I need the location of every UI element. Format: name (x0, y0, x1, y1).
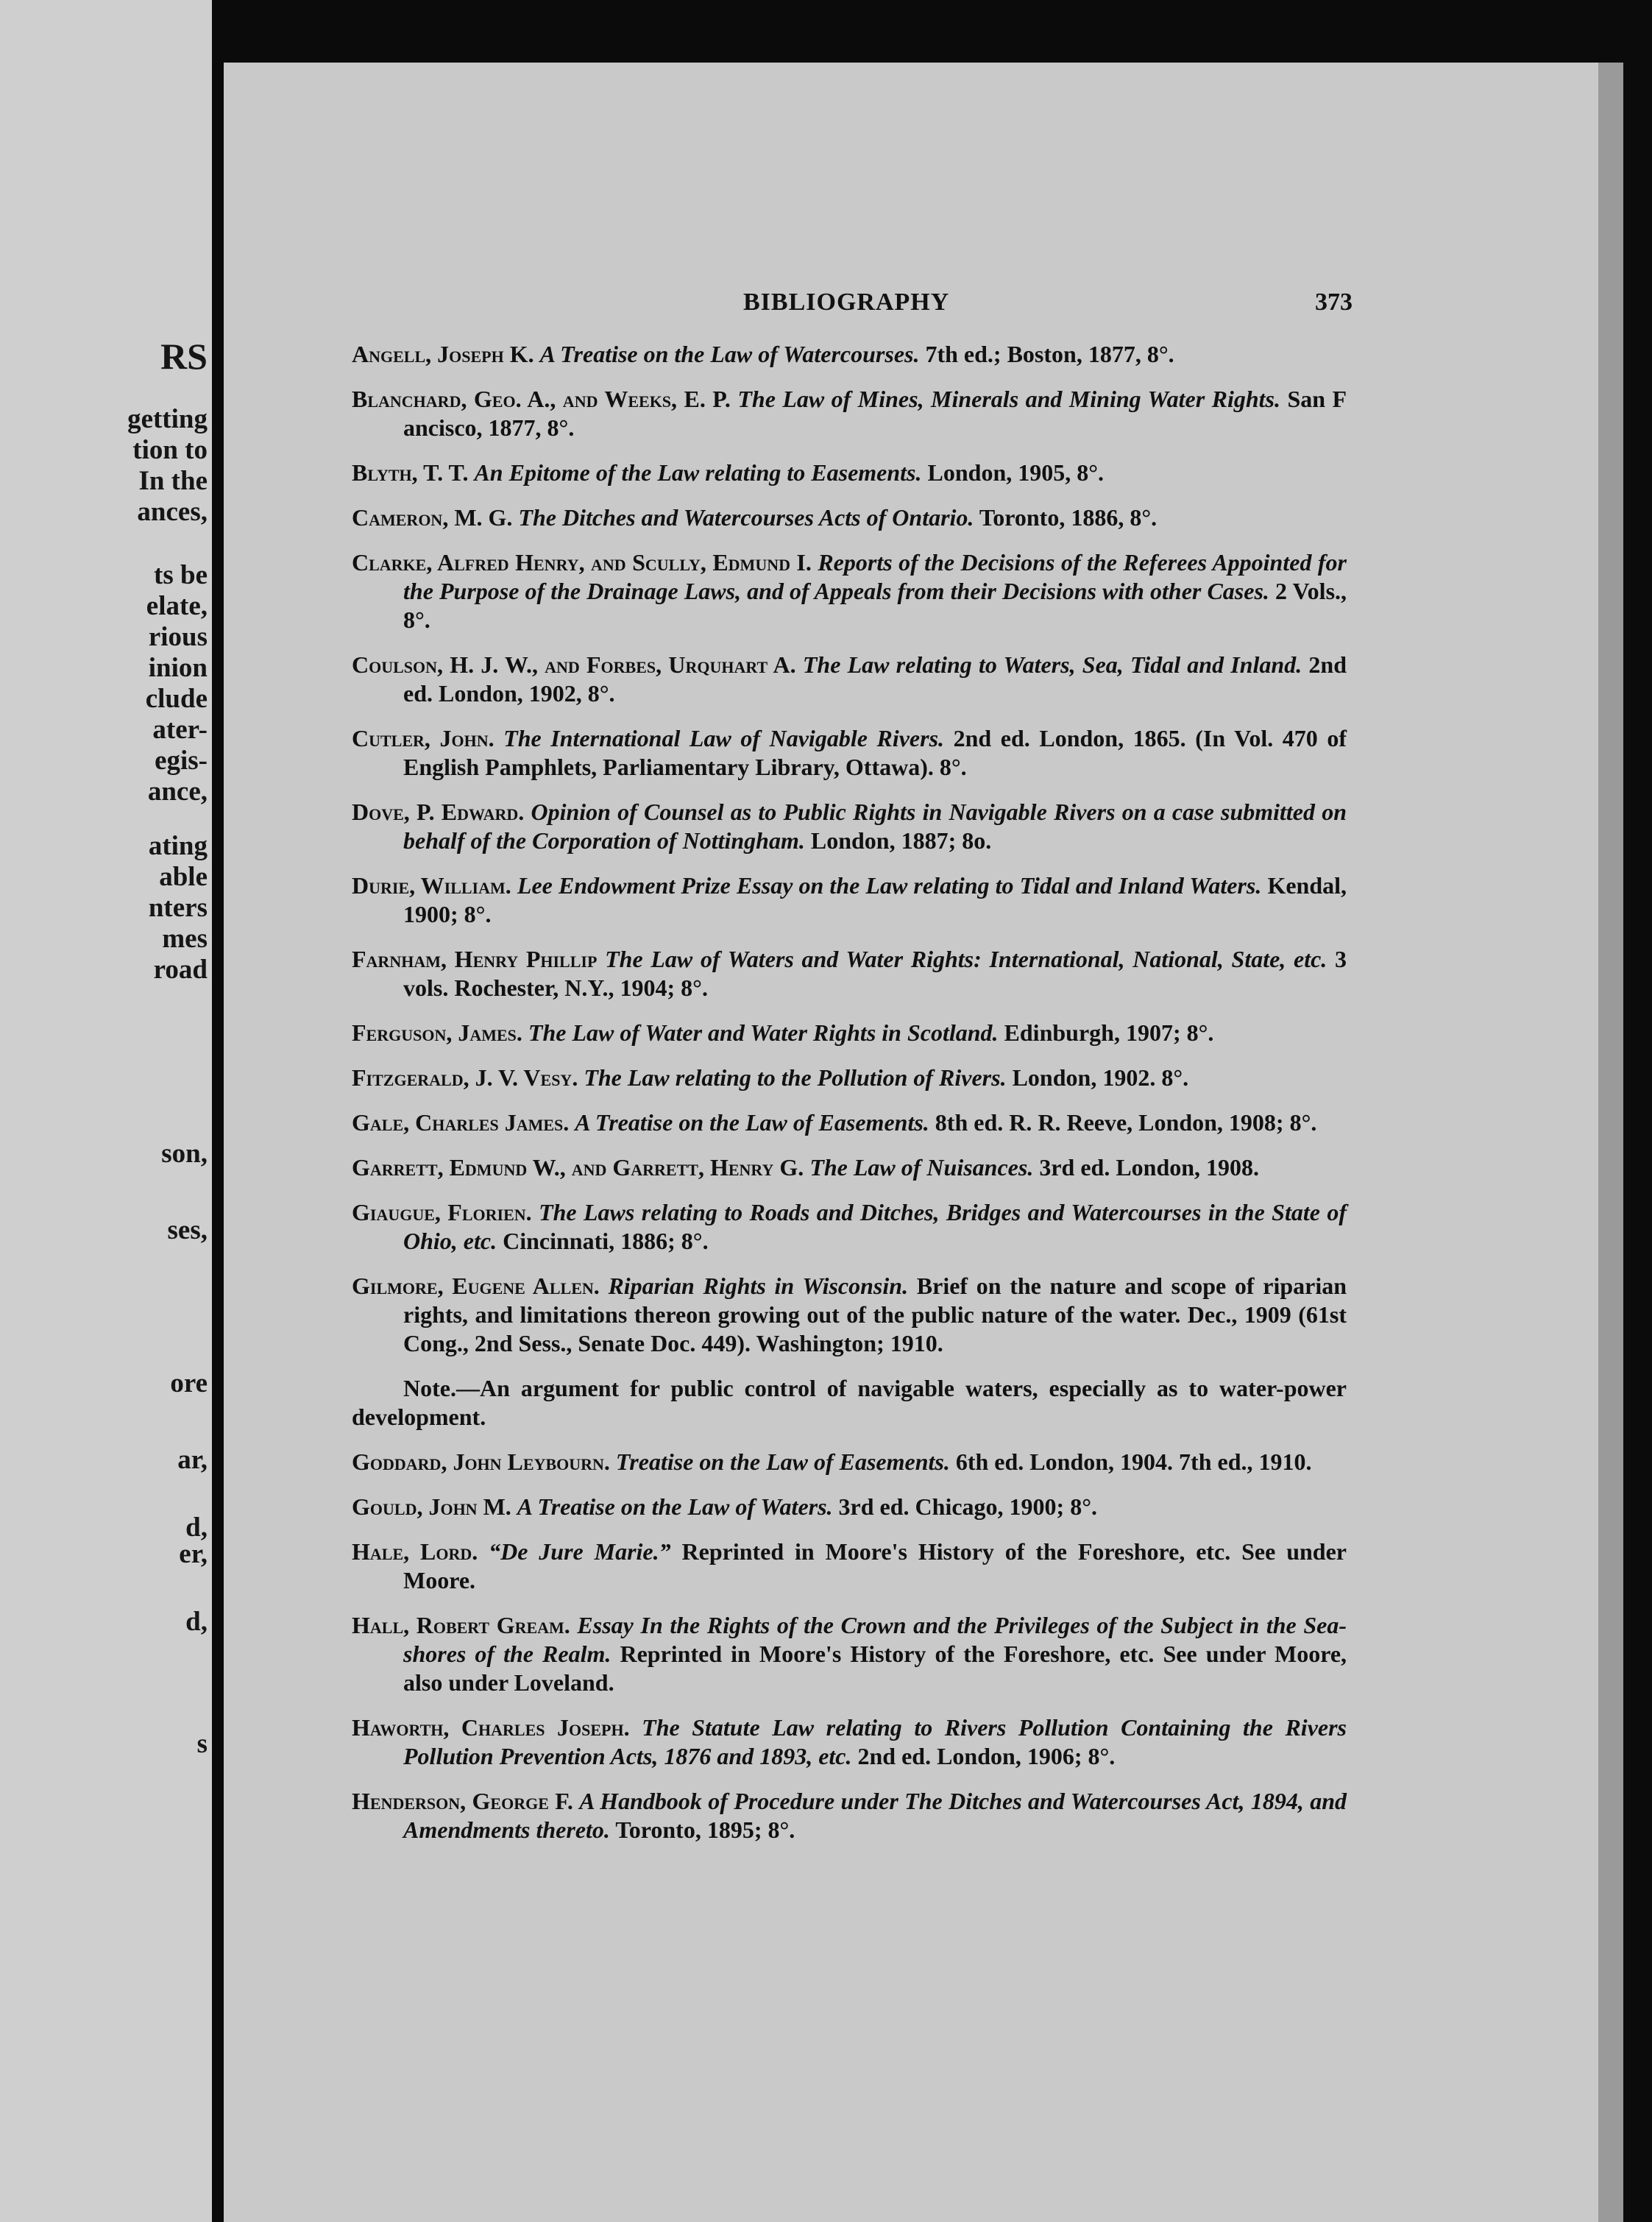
entry-details: London, 1902. 8°. (1012, 1064, 1189, 1091)
bibliography-entry (352, 1019, 1347, 1047)
bibliography-entry (352, 1198, 1347, 1256)
page-number: 373 (1315, 289, 1353, 316)
fragment-text: ar, (177, 1445, 208, 1475)
entry-work: Riparian Rights in Wisconsin. (608, 1273, 909, 1299)
bibliography-entry (352, 385, 1347, 442)
fragment-text: elate, (146, 591, 208, 621)
entry-details: Reprinted in Moore's History of the Foreshore, etc. See under Moore, also under Loveland. (403, 1641, 1347, 1696)
fragment-text: getting (127, 404, 208, 434)
entry-details: Toronto, 1886, 8°. (979, 504, 1158, 531)
entry-details: Toronto, 1895; 8°. (615, 1816, 795, 1843)
entry-author: Hale, Lord. (352, 1538, 478, 1565)
entry-author: Garrett, Edmund W., and Garrett, Henry G. (352, 1154, 804, 1181)
entry-work: A Handbook of Procedure under The Ditches and Watercourses Act, 1894, and Amendments thereto. (403, 1788, 1347, 1843)
entry-author: Hall, Robert Gream. (352, 1612, 570, 1638)
bibliography-note (352, 1374, 1347, 1432)
book-gutter (212, 63, 224, 2222)
entry-author: Durie, William. (352, 872, 511, 899)
bibliography-entry (352, 1493, 1347, 1521)
fragment-text: road (153, 955, 208, 985)
fragment-text: ances, (137, 497, 208, 527)
entry-author: Cameron, M. G. (352, 504, 513, 531)
fragment-text: ore (170, 1368, 208, 1398)
fragment-text: tion to (132, 435, 208, 465)
entry-author: Henderson, George F. (352, 1788, 573, 1814)
entry-work: The Law of Nuisances. (809, 1154, 1034, 1181)
bibliography-entry (352, 548, 1347, 634)
fragment-text: egis- (155, 746, 208, 776)
entry-work: Essay In the Rights of the Crown and the Privileges of the Subject in the Sea-shores of the Realm. (403, 1612, 1347, 1667)
entry-details: Reprinted in Moore's History of the Foreshore, etc. See under Moore. (403, 1538, 1347, 1593)
entry-work: The International Law of Navigable Rivers. (503, 725, 945, 751)
entry-author: Gould, John M. (352, 1493, 511, 1520)
entry-author: Giaugue, Florien. (352, 1199, 532, 1225)
fragment-text: RS (160, 336, 208, 377)
entry-details: 3rd ed. Chicago, 1900; 8°. (838, 1493, 1097, 1520)
bibliography-entry (352, 1611, 1347, 1697)
page-title: BIBLIOGRAPHY (743, 289, 950, 316)
fragment-text: er, (179, 1539, 208, 1569)
entry-details: Brief on the nature and scope of riparian rights, and limitations thereon growing out of the public nature of the water. Dec., 1909 (61st Cong., 2nd Sess., Senate Doc. 449). Washington; 1910. (403, 1273, 1347, 1356)
entry-details: 6th ed. London, 1904. 7th ed., 1910. (955, 1448, 1312, 1475)
entry-work: The Law relating to Waters, Sea, Tidal and Inland. (802, 651, 1302, 678)
entry-author: Clarke, Alfred Henry, and Scully, Edmund I. (352, 549, 812, 576)
entry-author: Ferguson, James. (352, 1019, 522, 1046)
entry-work: Opinion of Counsel as to Public Rights in Navigable Rivers on a case submitted on behalf of the Corporation of Nottingham. (403, 799, 1347, 854)
entry-work: Treatise on the Law of Easements. (615, 1448, 950, 1475)
bibliography-entry (352, 1153, 1347, 1182)
fragment-text: ts be (154, 560, 208, 590)
entry-work: Lee Endowment Prize Essay on the Law relating to Tidal and Inland Waters. (517, 872, 1262, 899)
entry-details: 3 vols. Rochester, N.Y., 1904; 8°. (403, 946, 1347, 1001)
entry-details: 3rd ed. London, 1908. (1039, 1154, 1260, 1181)
entry-work: The Ditches and Watercourses Acts of Ontario. (518, 504, 974, 531)
note-text: —An argument for public control of navigable waters, especially as to water-power development. (352, 1375, 1347, 1430)
entry-details: 2nd ed. London, 1865. (In Vol. 470 of English Pamphlets, Parliamentary Library, Ottawa). 8°. (403, 725, 1347, 780)
running-header (353, 289, 1353, 325)
fragment-text: nters (148, 893, 208, 923)
entry-details: Cincinnati, 1886; 8°. (503, 1228, 709, 1254)
entry-author: Angell, Joseph K. (352, 341, 534, 367)
entry-details: San F ancisco, 1877, 8°. (403, 386, 1347, 441)
fragment-text: son, (161, 1139, 208, 1169)
entry-author: Haworth, Charles Joseph. (352, 1714, 630, 1741)
entry-author: Gale, Charles James. (352, 1109, 570, 1136)
entry-work: Reports of the Decisions of the Referees Appointed for the Purpose of the Drainage Laws, and of Appeals from their Decisions with other Cases. (403, 549, 1347, 604)
entry-work: A Treatise on the Law of Waters. (517, 1493, 833, 1520)
entry-details: Edinburgh, 1907; 8°. (1004, 1019, 1214, 1046)
entry-work: A Treatise on the Law of Watercourses. (539, 341, 920, 367)
entry-work: An Epitome of the Law relating to Easements. (474, 459, 922, 486)
entry-details: London, 1887; 8o. (810, 827, 992, 854)
bibliography-list (352, 340, 1347, 1861)
fragment-text: clude (145, 684, 208, 714)
entry-work: The Law of Waters and Water Rights: International, National, State, etc. (605, 946, 1327, 972)
entry-details: 8th ed. R. R. Reeve, London, 1908; 8°. (935, 1109, 1317, 1136)
fragment-text: ating (148, 831, 208, 861)
entry-details: 2 Vols., 8°. (403, 578, 1347, 633)
entry-author: Coulson, H. J. W., and Forbes, Urquhart A. (352, 651, 796, 678)
entry-author: Blyth, T. T. (352, 459, 469, 486)
note-label: Note. (403, 1375, 456, 1401)
bibliography-entry (352, 459, 1347, 487)
entry-author: Goddard, John Leybourn. (352, 1448, 610, 1475)
entry-work: The Laws relating to Roads and Ditches, Bridges and Watercourses in the State of Ohio, etc. (403, 1199, 1347, 1254)
fragment-text: d, (185, 1512, 208, 1543)
entry-author: Farnham, Henry Phillip (352, 946, 598, 972)
entry-work: “De Jure Marie.” (489, 1538, 671, 1565)
bibliography-entry (352, 1108, 1347, 1137)
entry-details: 2nd ed. London, 1906; 8°. (857, 1743, 1116, 1769)
bibliography-entry (352, 503, 1347, 532)
bibliography-entry (352, 798, 1347, 855)
entry-work: The Statute Law relating to Rivers Pollution Containing the Rivers Pollution Prevention Acts, 1876 and 1893, etc. (403, 1714, 1347, 1769)
entry-author: Cutler, John. (352, 725, 494, 751)
bibliography-entry (352, 1064, 1347, 1092)
entry-work: The Law of Mines, Minerals and Mining Water Rights. (737, 386, 1280, 412)
fragment-text: s (196, 1729, 208, 1759)
bibliography-entry (352, 1713, 1347, 1771)
entry-details: 7th ed.; Boston, 1877, 8°. (925, 341, 1174, 367)
entry-details: London, 1905, 8°. (927, 459, 1105, 486)
entry-details: 2nd ed. London, 1902, 8°. (403, 651, 1347, 707)
fragment-text: ance, (147, 776, 208, 807)
fragment-text: ater- (152, 715, 208, 745)
bibliography-entry (352, 1538, 1347, 1595)
fragment-text: rious (148, 622, 208, 652)
bibliography-entry (352, 724, 1347, 782)
page-edge (1598, 63, 1623, 2222)
previous-page-fragment (0, 0, 212, 2222)
entry-author: Gilmore, Eugene Allen. (352, 1273, 600, 1299)
entry-work: The Law of Water and Water Rights in Scotland. (528, 1019, 999, 1046)
entry-author: Dove, P. Edward. (352, 799, 525, 825)
entry-work: The Law relating to the Pollution of Rivers. (584, 1064, 1007, 1091)
bibliography-entry (352, 1448, 1347, 1476)
fragment-text: d, (185, 1607, 208, 1637)
bibliography-entry (352, 945, 1347, 1002)
bibliography-entry (352, 871, 1347, 929)
entry-work: A Treatise on the Law of Easements. (575, 1109, 929, 1136)
fragment-text: inion (148, 653, 208, 683)
fragment-text: able (159, 862, 208, 892)
bibliography-entry (352, 340, 1347, 369)
fragment-text: ses, (167, 1215, 208, 1245)
entry-author: Blanchard, Geo. A., and Weeks, E. P. (352, 386, 731, 412)
fragment-text: In the (138, 466, 208, 496)
bibliography-entry (352, 651, 1347, 708)
fragment-text: mes (162, 924, 208, 954)
bibliography-entry (352, 1787, 1347, 1844)
entry-details: Kendal, 1900; 8°. (403, 872, 1347, 927)
bibliography-entry (352, 1272, 1347, 1358)
entry-author: Fitzgerald, J. V. Vesy. (352, 1064, 578, 1091)
